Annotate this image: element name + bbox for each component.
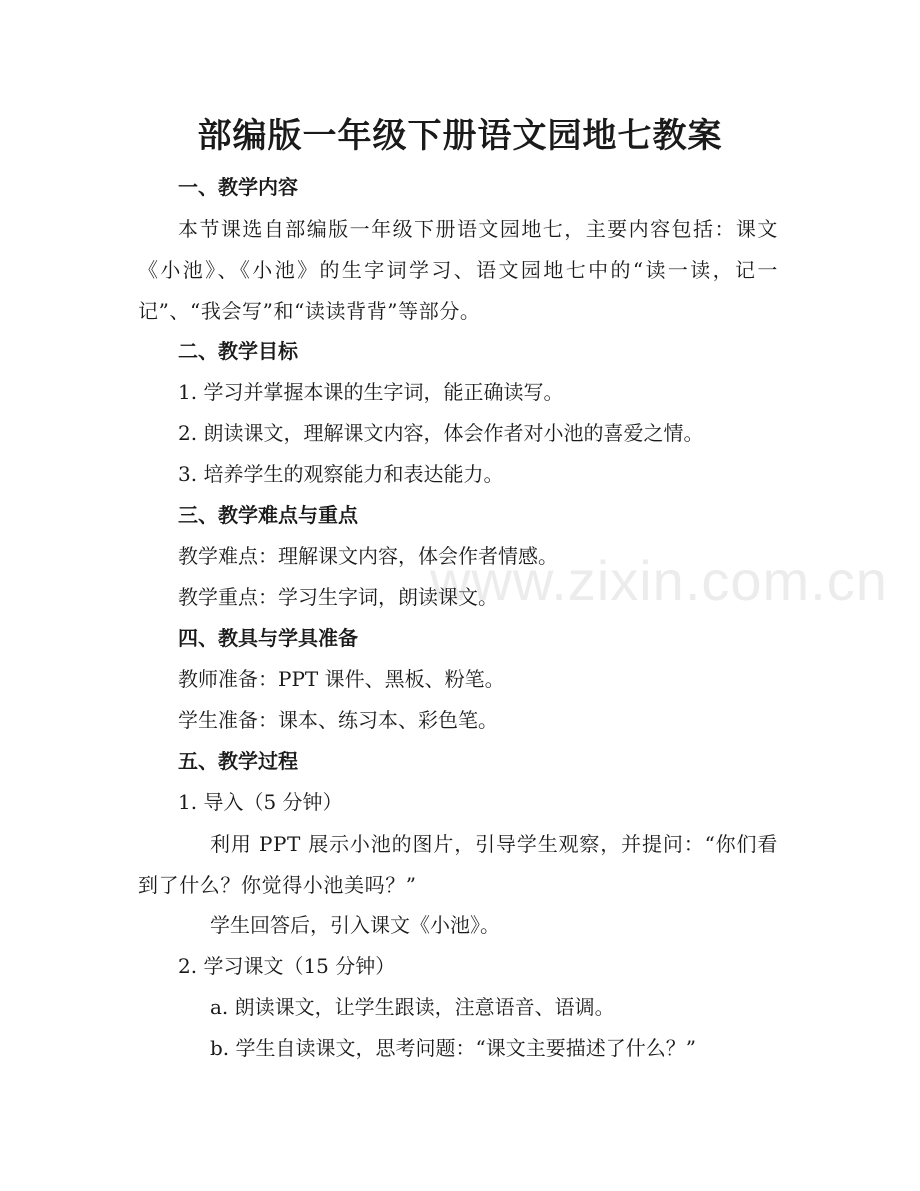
goal-item-2: 2. 朗读课文，理解课文内容，体会作者对小池的喜爱之情。 [178, 421, 704, 445]
step1-followup: 学生回答后，引入课文《小池》。 [210, 913, 500, 937]
content-paragraph: 本节课选自部编版一年级下册语文园地七，主要内容包括：课文《小池》、《小池》的生字词学习、语文园地七中的“读一读，记一记”、“我会写”和“读读背背”等部分。 [138, 217, 778, 323]
step1-paragraph: 利用 PPT 展示小池的图片，引导学生观察，并提问：“你们看到了什么？你觉得小池美吗？” [138, 832, 778, 897]
section-heading-difficulties: 三、教学难点与重点 [178, 503, 358, 527]
teacher-materials: 教师准备：PPT 课件、黑板、粉笔。 [178, 667, 505, 691]
section-heading-content: 一、教学内容 [178, 175, 298, 199]
section-heading-goals: 二、教学目标 [178, 339, 298, 363]
key-point-text: 教学重点：学习生字词，朗读课文。 [178, 585, 498, 609]
section-heading-materials: 四、教具与学具准备 [178, 626, 358, 650]
difficulty-text: 教学难点：理解课文内容，体会作者情感。 [178, 544, 558, 568]
student-materials: 学生准备：课本、练习本、彩色笔。 [178, 708, 498, 732]
step2-sub-b: b. 学生自读课文，思考问题：“课文主要描述了什么？” [210, 1036, 696, 1060]
goal-item-3: 3. 培养学生的观察能力和表达能力。 [178, 462, 504, 486]
step2-sub-a: a. 朗读课文，让学生跟读，注意语音、语调。 [210, 995, 615, 1019]
document-title: 部编版一年级下册语文园地七教案 [197, 116, 723, 156]
step1-title: 1. 导入（5 分钟） [178, 790, 343, 814]
step2-title: 2. 学习课文（15 分钟） [178, 954, 396, 978]
watermark: www.zixin.com.cn [430, 549, 888, 612]
goal-item-1: 1. 学习并掌握本课的生字词，能正确读写。 [178, 380, 564, 404]
section-heading-process: 五、教学过程 [178, 749, 298, 773]
